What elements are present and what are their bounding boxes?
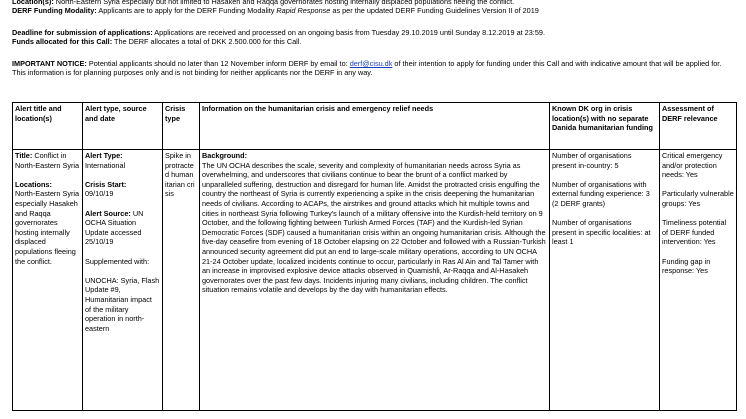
supplemented-text: Supplemented with: [85,256,150,266]
assessment-critical-needs: Critical emergency and/or protection needs: Yes [662,151,723,180]
funding-modality-text: Applicants are to apply for the DERF Funding Modality [96,6,277,16]
cell-known-dk-org [550,150,660,411]
email-link[interactable]: derf@cisu.dk [349,58,393,68]
assessment-funding-gap: Funding gap in response: Yes [662,256,711,276]
notice-label: IMPORTANT NOTICE: [12,58,87,68]
title-label: Title: [15,151,33,160]
alert-type-label: Alert Type: [85,151,123,160]
important-notice [12,59,736,78]
dk-org-in-country: Number of organisations present in-country: 5 [552,151,632,170]
col-header-information: Information on the humanitarian crisis and emergency relief needs [200,103,550,150]
location-label: Location(s): [12,0,54,6]
crisis-type-text: Spike in protracted human itarian crisis [165,151,195,199]
col-header-crisis-type: Crisis type [163,103,200,150]
cell-information [200,150,550,411]
cell-assessment [660,150,737,411]
alert-type-value: International [85,160,126,170]
notice-text: Potential applicants should no later than 12 November inform DERF by email to: [86,58,350,68]
locations-label: Locations: [15,179,52,189]
col-header-known-dk-org: Known DK org in crisis location(s) with no separate Danida humanitarian funding [550,103,660,150]
funding-modality-line [12,6,736,15]
deadline-line [12,28,736,37]
crisis-start-value: 09/10/19 [85,189,114,199]
alert-source-text: UN OCHA Situation Update accessed 25/10/19 [85,208,144,247]
alert-source-label: Alert Source: [85,208,131,218]
funds-text: The DERF allocates a total of DKK 2.500.000 for this Call. [112,37,302,47]
assessment-timeliness: Timeliness potential of DERF funded intervention: Yes [662,218,727,247]
location-text: North-Eastern Syria especially but not limited to Hasakeh and Raqqa governorates hosting internally displaced populations fleeing the conflict. [53,0,515,6]
funds-line [12,37,736,46]
deadline-text: Applications are received and processed on an ongoing basis from Tuesday 29.10.2019 until Sunday 8.12.2019 at 23:59. [152,27,545,37]
call-document [12,0,736,77]
unocha-source-text: UNOCHA: Syria, Flash Update #9, Humanitarian impact of the military operation in north-eastern [85,275,160,333]
deadline-label: Deadline for submission of applications: [12,27,153,37]
title-text: Conflict in North-Eastern Syria [15,151,80,170]
assessment-vulnerable-groups: Particularly vulnerable groups: Yes [662,189,734,208]
dk-org-external-funding: Number of organisations with external funding experience: 3 (2 DERF grants) [552,179,650,208]
crisis-start-label: Crisis Start: [85,179,127,189]
cell-crisis-type [163,150,200,411]
table-header-row [13,103,737,150]
cell-alert-title [13,150,83,411]
funding-modality-italic: Rapid Response [276,6,331,16]
notice-text-end: of their intention to apply for funding under this Call and with indicative amount that will be applied for. This information is for planning purposes only and is not binding for neither applicants nor the DERF in any way. [12,58,722,78]
background-label: Background: [202,151,247,160]
cell-alert-type [83,150,163,411]
background-text: The UN OCHA describes the scale, severity and complexity of humanitarian needs across Syria as overwhelming, and underscores that civilians continue to bear the brunt of a conflict marked by unparalleled suffering, destruction and disregard for human life. Amidst the protracted crisis engulfing the country the northeast of Syria is currently experiencing a spike in the crisis deepening the humanitarian needs of civilians. According to ACAPs, the airstrikes and ground attacks which hit multiple towns and cities in northeast Syria following Turkey's launch of a military offensive into the Kurdish-held territory on 9 October, and the following fighting between Turkish Armed Forces (TAF) and the Kurdish-led Syrian Democratic Forces (SDF) caused a humanitarian crisis within an ongoing humanitarian crisis. Although the five-day ceasefire from evening of 18 October elapsing on 22 October and followed with a Russian-Turkish announced security agreement did put an end to large-scale military operations, according to UN OCHA 21-24 October update, localized incidents continue to occur, particularly in Ras Al Ain and Tal Tamer with an increase in improvised explosive device attacks observed in Quamishli, Ar-Raqqa and Al-Hasakeh governorates over the past few days. Incidents injuring many civilians, including children. The conflict situation remains volatile and develops by the day with humanitarian effects. [202,160,546,295]
locations-text: North-Eastern Syria especially Hasakeh and Raqqa governorates hosting internally displaced populations fleeing the conflict. [15,189,80,266]
alert-table [12,102,737,411]
dk-org-specific-localities: Number of organisations present in specific localities: at least 1 [552,218,651,247]
funding-modality-text-end: as per the updated DERF Funding Guidelines Version II of 2019 [330,6,539,16]
table-row [13,150,737,411]
funding-modality-label: DERF Funding Modality: [12,6,97,16]
col-header-alert-title: Alert title and location(s) [13,103,83,150]
funds-label: Funds allocated for this Call: [12,37,113,47]
col-header-alert-type: Alert type, source and date [83,103,163,150]
col-header-assessment: Assessment of DERF relevance [660,103,737,150]
